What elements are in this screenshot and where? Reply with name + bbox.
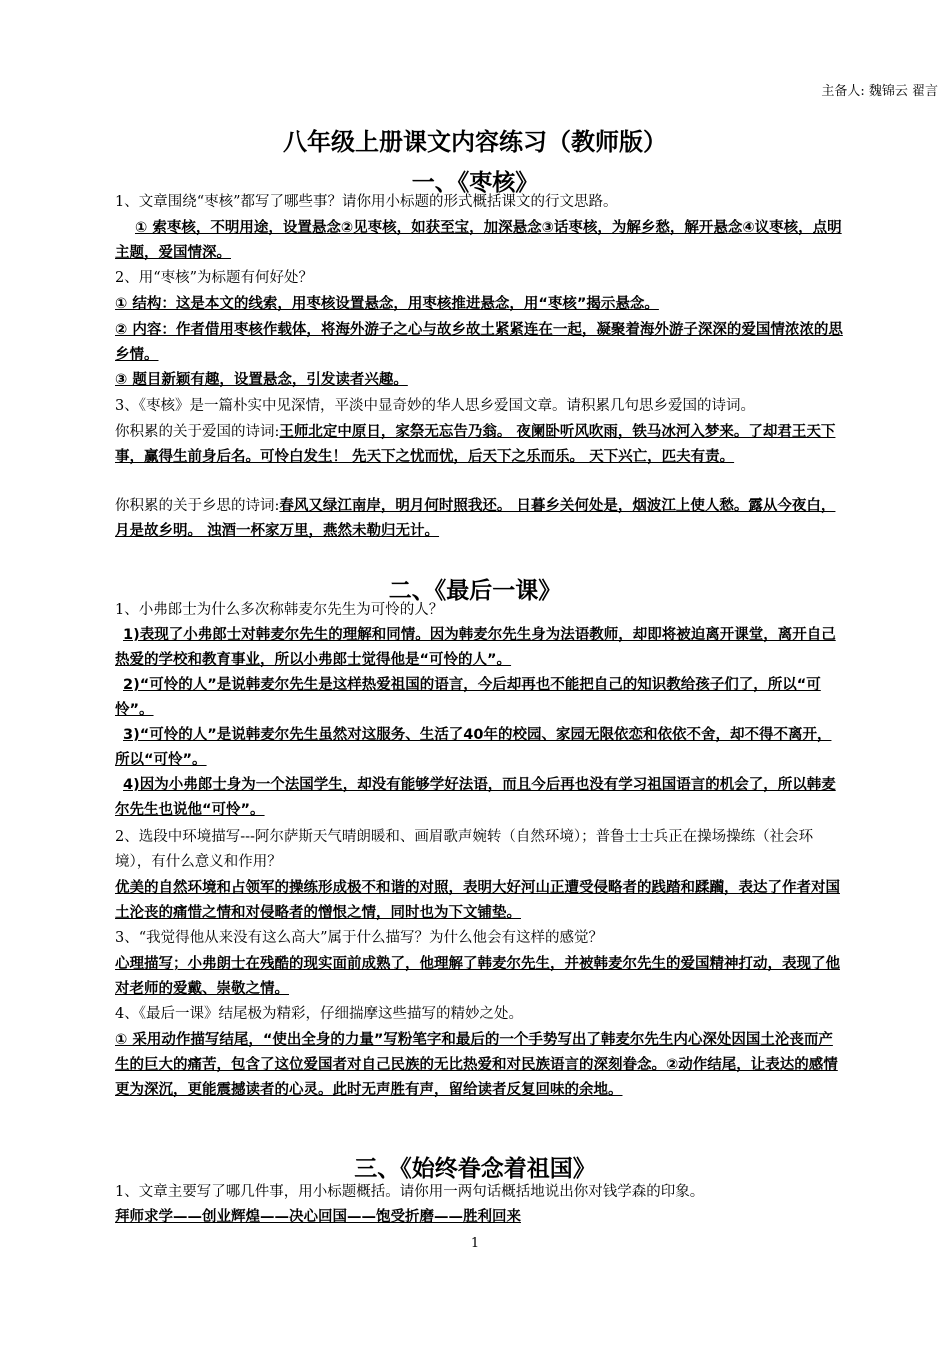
s1-answer-2-structure: ① 结构：这是本文的线索，用枣核设置悬念，用枣核推进悬念，用“枣核”揭示悬念。 bbox=[115, 296, 659, 312]
s1-patriotic-poems bbox=[115, 420, 845, 470]
s1-patriotic-answer: 王师北定中原日，家祭无忘告乃翁。 夜阑卧听风吹雨，铁马冰河入梦来。了却君王天下事，赢得生前身后名。可怜白发生！ 先天下之忧而忧，后天下之乐而乐。 天下兴亡，匹夫有责。 bbox=[115, 424, 836, 465]
s1-question-3: 3、《枣核》是一篇朴实中见深情，平淡中显奇妙的华人思乡爱国文章。请积累几句思乡爱国的诗词。 bbox=[115, 398, 755, 414]
s2-question-2: 2、选段中环境描写---阿尔萨斯天气晴朗暖和、画眉歌声婉转（自然环境）；普鲁士士兵正在操场操练（社会环境），有什么意义和作用？ bbox=[115, 829, 814, 870]
s1-homesick-prompt: 你积累的关于乡思的诗词: bbox=[115, 498, 280, 514]
s1-question-2: 2、用“枣核”为标题有何好处？ bbox=[115, 270, 314, 286]
section-3-title: 三、《始终眷念着祖国》 bbox=[354, 1156, 596, 1182]
page-title: 八年级上册课文内容练习（教师版） bbox=[283, 128, 667, 156]
section-1-title: 一、《枣核》 bbox=[411, 170, 539, 196]
s1-answer-2-content: ② 内容：作者借用枣核作载体，将海外游子之心与故乡故土紧紧连在一起，凝聚着海外游子深深的爱国情浓浓的思乡情。 bbox=[115, 322, 843, 363]
s2-answer-1-2: 2)“可怜的人”是说韩麦尔先生是这样热爱祖国的语言，今后却再也不能把自己的知识教给孩子们了，所以“可怜”。 bbox=[115, 677, 821, 718]
s2-answer-3: 心理描写；小弗朗士在残酷的现实面前成熟了，他理解了韩麦尔先生，并被韩麦尔先生的爱国精神打动，表现了他对老师的爱戴、崇敬之情。 bbox=[115, 956, 840, 997]
s2-answer-1-4: 4)因为小弗郎士身为一个法国学生，却没有能够学好法语，而且今后再也没有学习祖国语言的机会了，所以韩麦尔先生也说他“可怜”。 bbox=[115, 777, 836, 818]
s2-answer-4: ① 采用动作描写结尾，“使出全身的力量”写粉笔字和最后的一个手势写出了韩麦尔先生内心深处因国土沦丧而产生的巨大的痛苦，包含了这位爱国者对自己民族的无比热爱和对民族语言的深刻眷念。②动作结尾，让表达的感情更为深沉，更能震撼读者的心灵。此时无声胜有声，留给读者反复回味的余地。 bbox=[115, 1032, 838, 1098]
s2-answer-1-1: 1)表现了小弗郎士对韩麦尔先生的理解和同情。因为韩麦尔先生身为法语教师，却即将被迫离开课堂，离开自己热爱的学校和教育事业，所以小弗郎士觉得他是“可怜的人”。 bbox=[115, 627, 836, 668]
s2-question-3: 3、“我觉得他从来没有这么高大”属于什么描写？为什么他会有这样的感觉？ bbox=[115, 930, 604, 946]
s2-question-1: 1、小弗郎士为什么多次称韩麦尔先生为可怜的人？ bbox=[115, 602, 444, 618]
s2-answer-1-3: 3)“可怜的人”是说韩麦尔先生虽然对这服务、生活了40年的校园、家园无限依恋和依依不舍，却不得不离开，所以“可怜”。 bbox=[115, 727, 832, 768]
s3-question-1: 1、文章主要写了哪几件事，用小标题概括。请你用一两句话概括地说出你对钱学森的印象。 bbox=[115, 1184, 705, 1200]
s1-answer-1: ① 索枣核，不明用途，设置悬念②见枣核，如获至宝，加深悬念③话枣核，为解乡愁，解开悬念④议枣核，点明主题，爱国情深。 bbox=[115, 220, 842, 261]
s1-answer-2-title: ③ 题目新颖有趣，设置悬念，引发读者兴趣。 bbox=[115, 372, 408, 388]
s1-homesick-answer: 春风又绿江南岸，明月何时照我还。 日暮乡关何处是，烟波江上使人愁。露从今夜白，月是故乡明。 浊酒一杯家万里，燕然未勒归无计。 bbox=[115, 498, 836, 539]
preparer-header: 主备人: 魏锦云 翟言 bbox=[821, 84, 938, 99]
page-number: 1 bbox=[470, 1236, 480, 1251]
s1-homesick-poems bbox=[115, 494, 845, 544]
s1-question-1: 1、文章围绕“枣核”都写了哪些事？请你用小标题的形式概括课文的行文思路。 bbox=[115, 194, 618, 210]
section-2-title: 二、《最后一课》 bbox=[388, 578, 562, 604]
s1-patriotic-prompt: 你积累的关于爱国的诗词: bbox=[115, 424, 280, 440]
s3-answer-1: 拜师求学——创业辉煌——决心回国——饱受折磨——胜利回来 bbox=[115, 1209, 521, 1225]
s2-question-4: 4、《最后一课》结尾极为精彩，仔细揣摩这些描写的精妙之处。 bbox=[115, 1006, 523, 1022]
s2-answer-2: 优美的自然环境和占领军的操练形成极不和谐的对照，表明大好河山正遭受侵略者的践踏和蹂躏，表达了作者对国土沦丧的痛惜之情和对侵略者的憎恨之情，同时也为下文铺垫。 bbox=[115, 880, 840, 921]
